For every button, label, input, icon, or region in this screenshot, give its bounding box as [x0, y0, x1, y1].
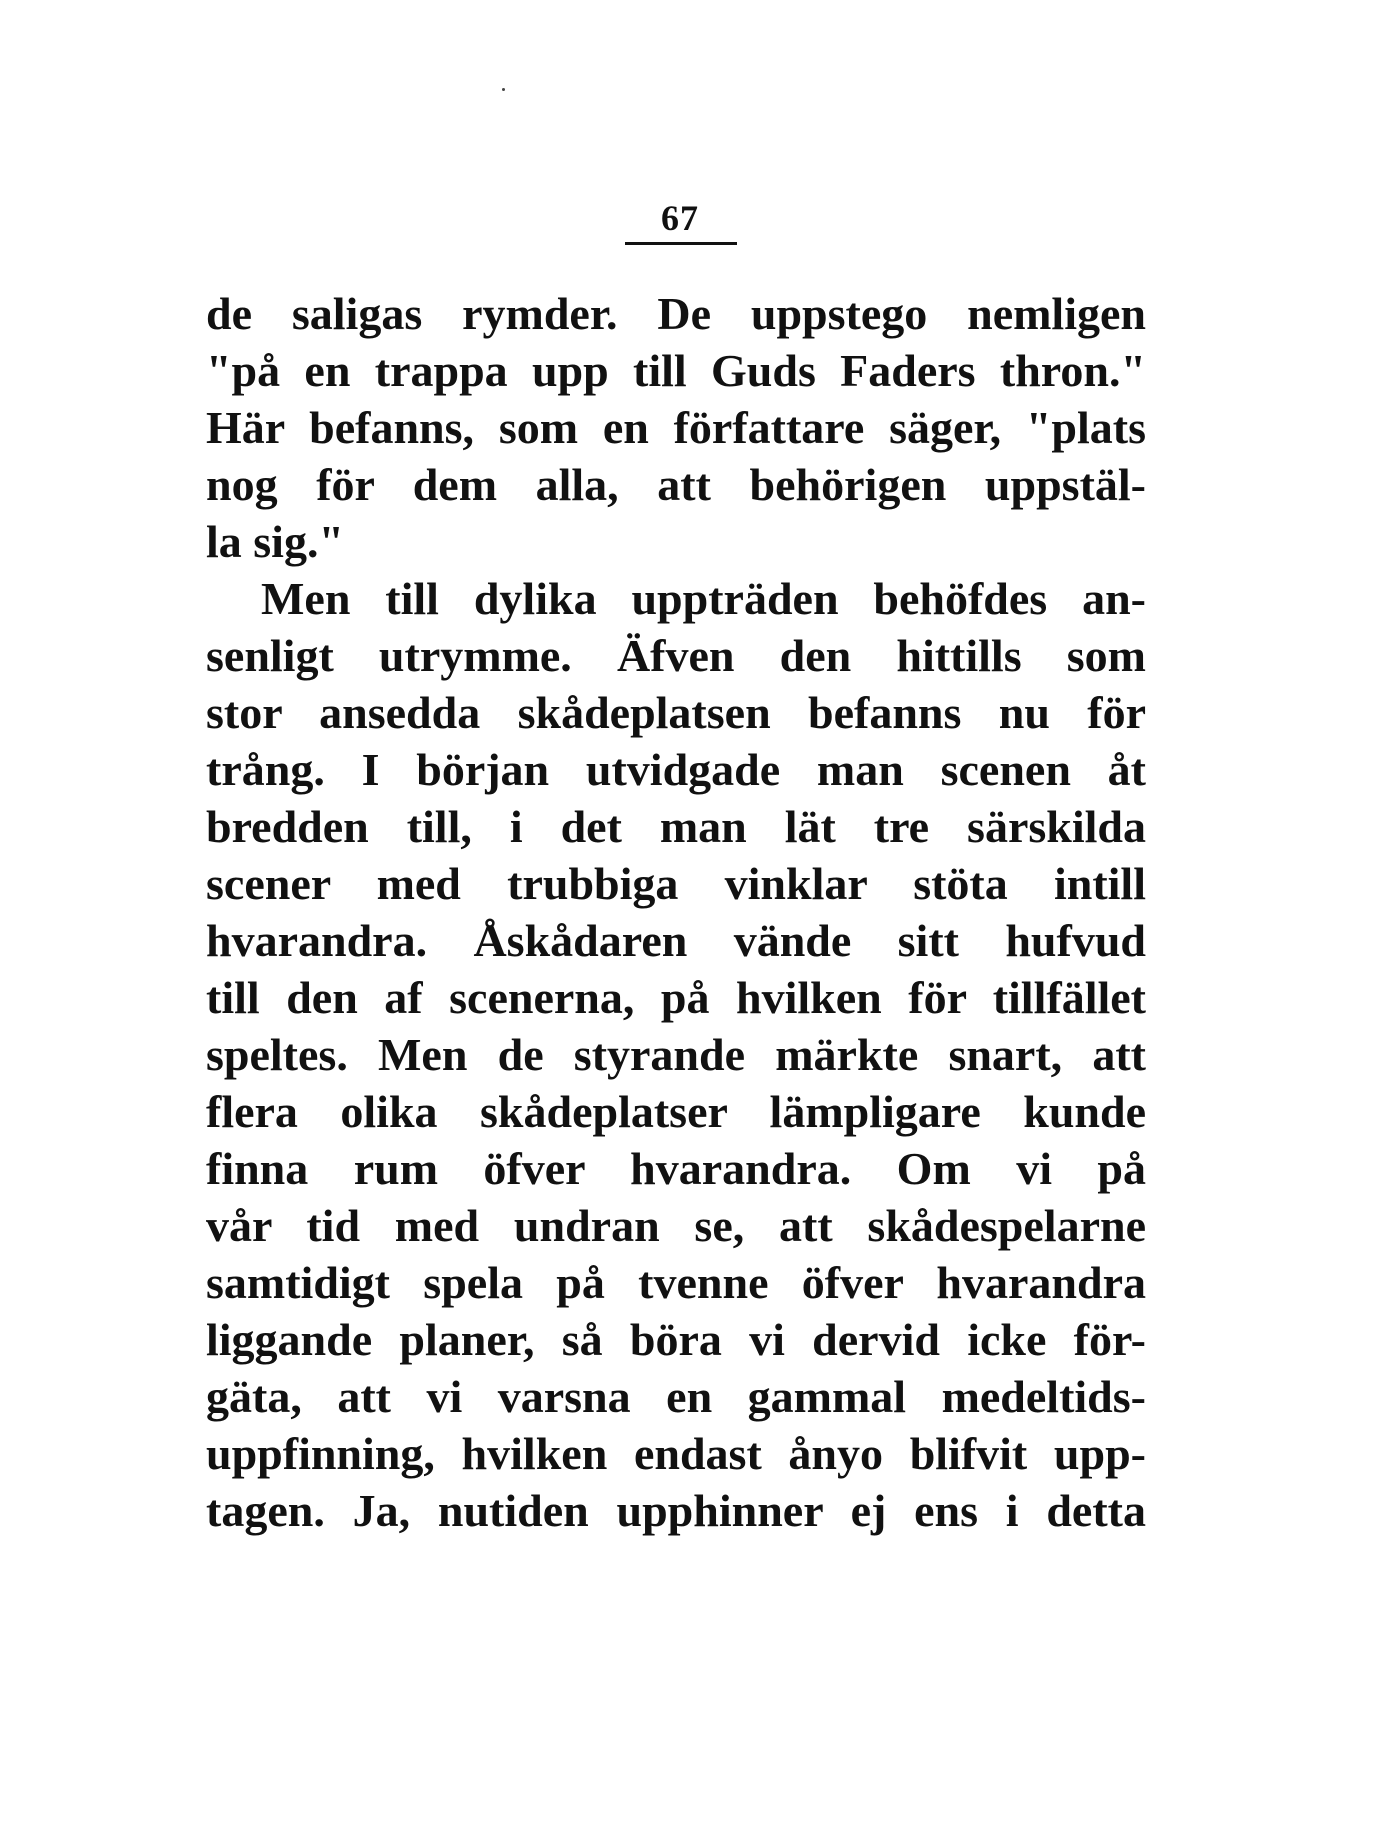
- text-line: nog för dem alla, att behörigen uppstäl-: [206, 459, 1146, 510]
- text-line: Men till dylika uppträden behöfdes an-: [261, 573, 1146, 624]
- text-line: stor ansedda skådeplatsen befanns nu för: [206, 687, 1146, 738]
- text-line: tagen. Ja, nutiden upphinner ej ens i detta: [206, 1485, 1146, 1536]
- page-number: 67: [661, 198, 699, 238]
- text-line: "på en trappa upp till Guds Faders thron.": [206, 345, 1146, 396]
- text-line: finna rum öfver hvarandra. Om vi på: [206, 1143, 1146, 1194]
- text-line: Här befanns, som en författare säger, "plats: [206, 402, 1146, 453]
- text-line: uppfinning, hvilken endast ånyo blifvit upp-: [206, 1428, 1146, 1479]
- text-line: hvarandra. Åskådaren vände sitt hufvud: [206, 915, 1146, 966]
- text-line: liggande planer, så böra vi dervid icke för-: [206, 1314, 1146, 1365]
- text-line: vår tid med undran se, att skådespelarne: [206, 1200, 1146, 1251]
- paper-speck: [502, 88, 505, 91]
- text-line: flera olika skådeplatser lämpligare kunde: [206, 1086, 1146, 1137]
- text-line: bredden till, i det man lät tre särskilda: [206, 801, 1146, 852]
- text-line: gäta, att vi varsna en gammal medeltids-: [206, 1371, 1146, 1422]
- page-number-rule: [625, 242, 737, 245]
- text-line: scener med trubbiga vinklar stöta intill: [206, 858, 1146, 909]
- text-line: trång. I början utvidgade man scenen åt: [206, 744, 1146, 795]
- text-line: speltes. Men de styrande märkte snart, att: [206, 1029, 1146, 1080]
- text-line: senligt utrymme. Äfven den hittills som: [206, 630, 1146, 681]
- text-line: samtidigt spela på tvenne öfver hvarandra: [206, 1257, 1146, 1308]
- text-line: till den af scenerna, på hvilken för tillfället: [206, 972, 1146, 1023]
- body-text: [206, 285, 1146, 1539]
- text-line: de saligas rymder. De uppstego nemligen: [206, 288, 1146, 339]
- text-line: la sig.": [206, 516, 344, 567]
